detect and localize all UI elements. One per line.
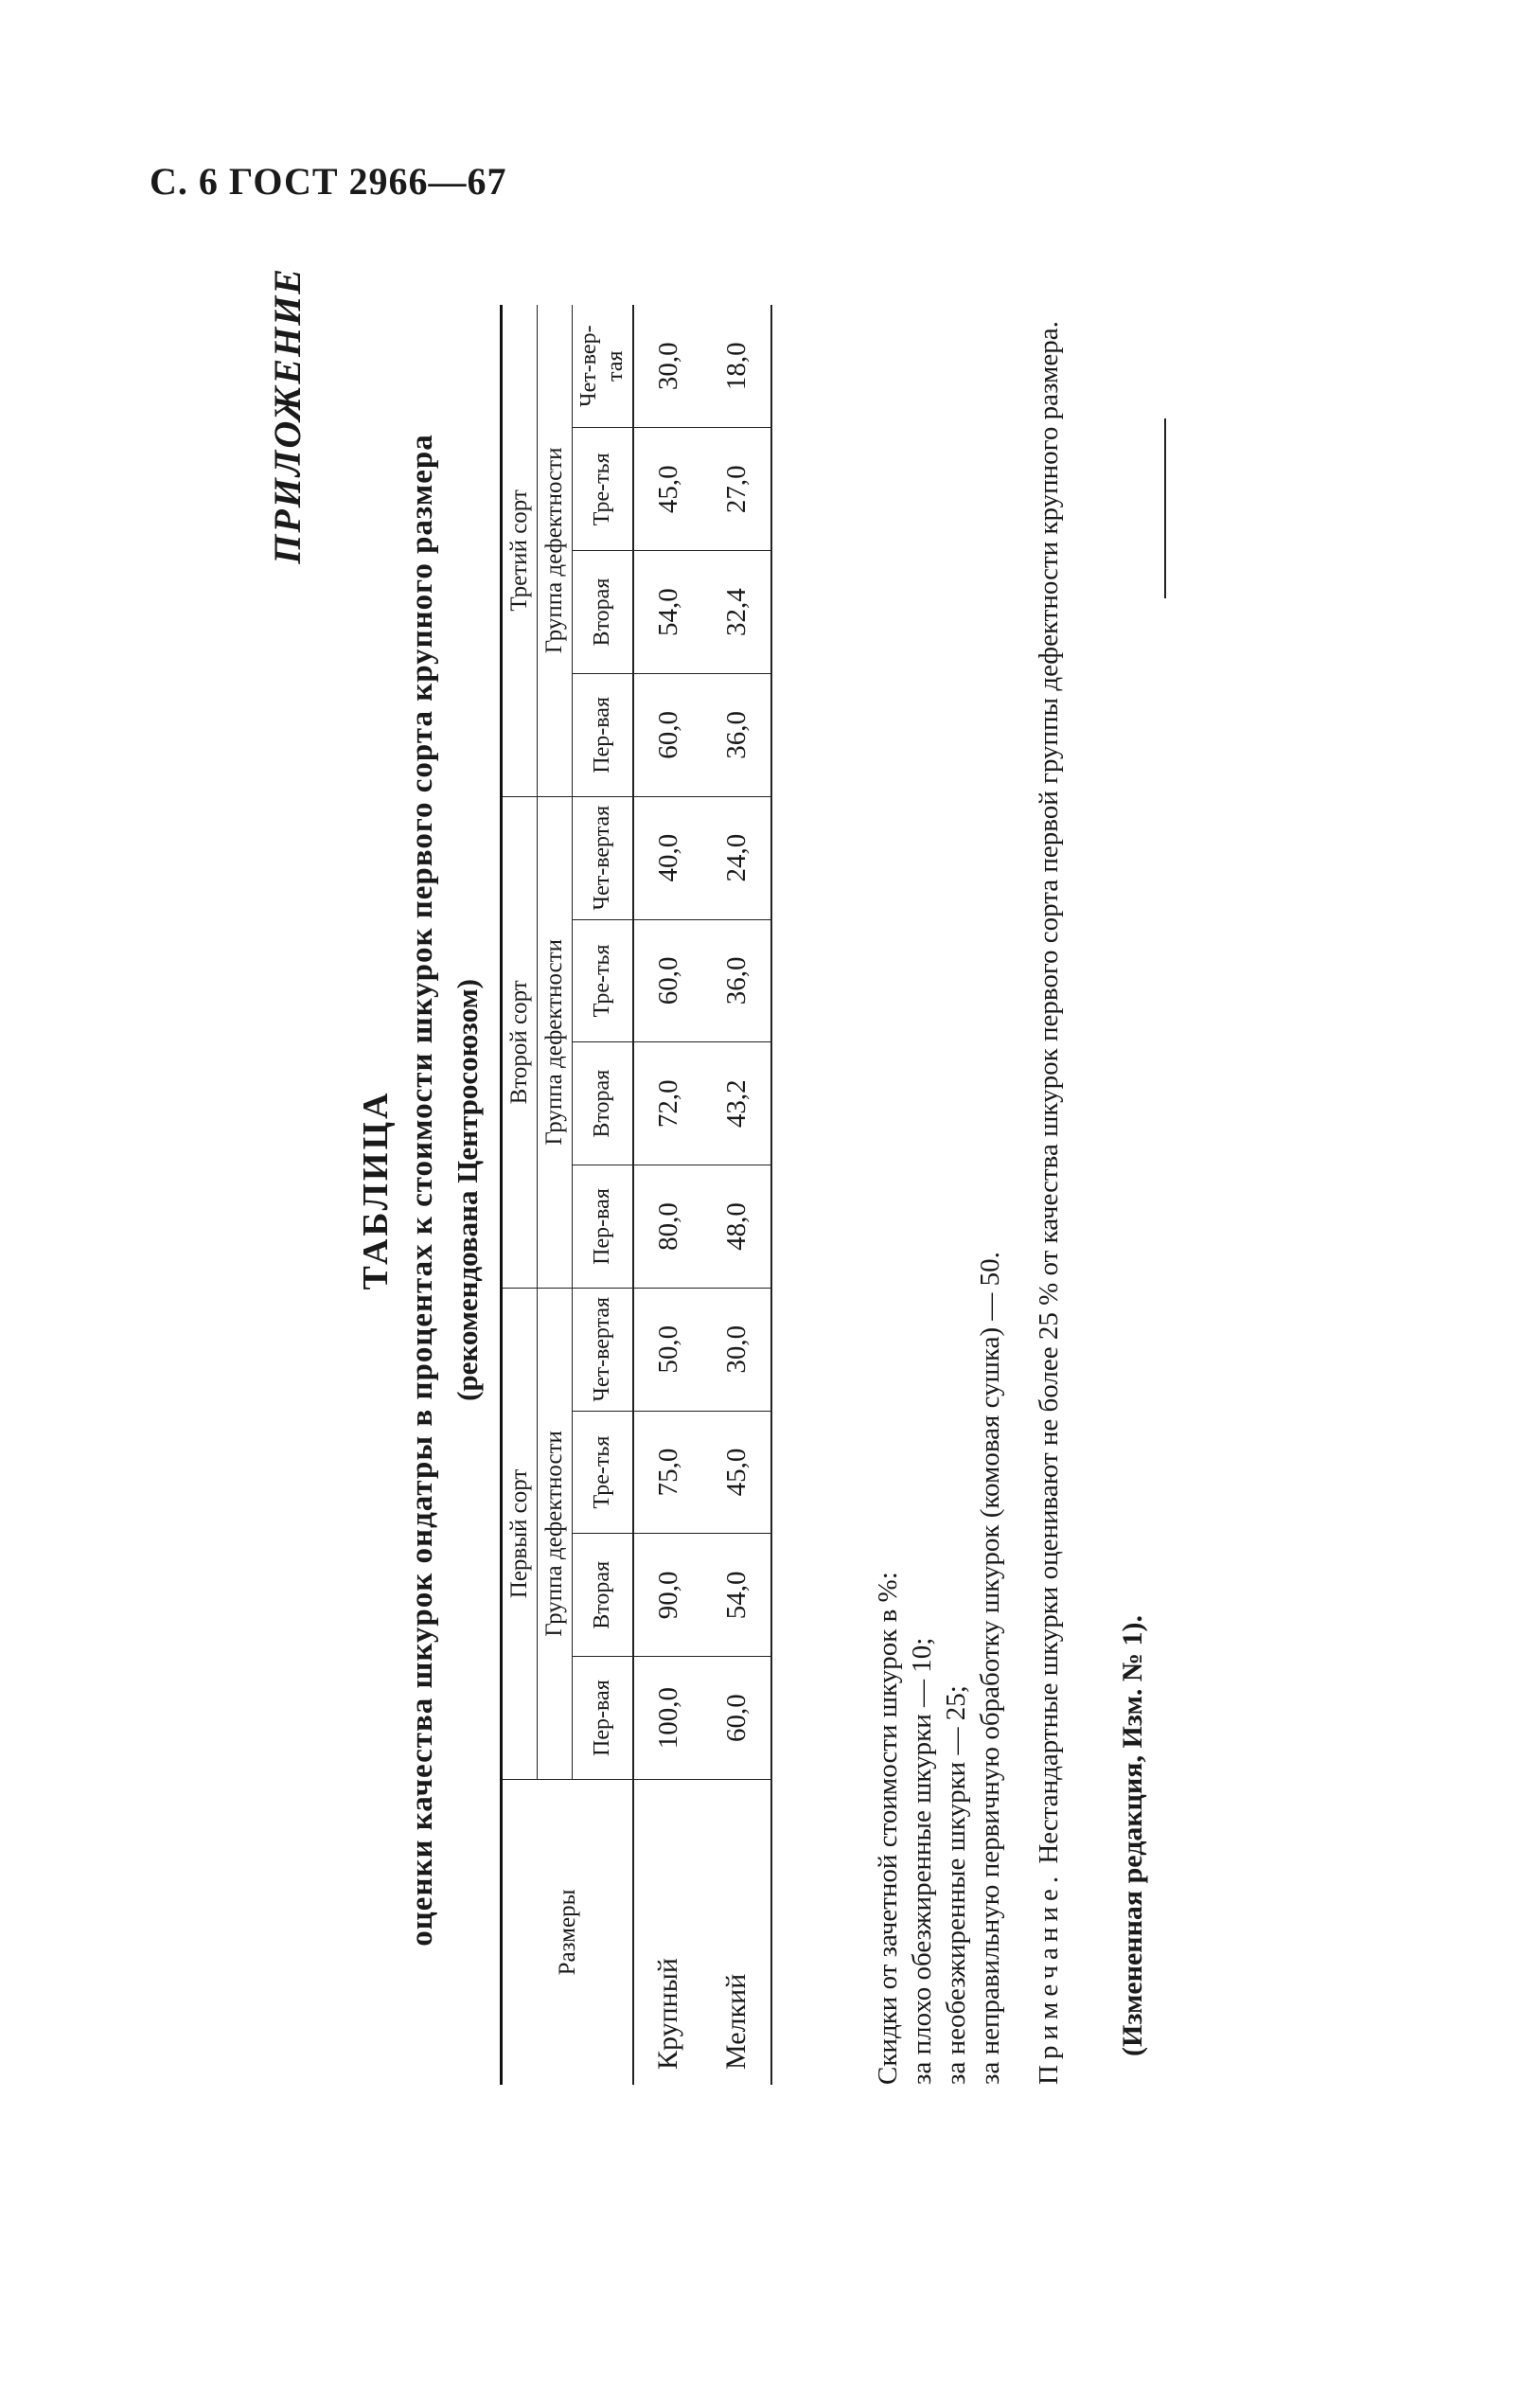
end-rule [1164, 418, 1166, 598]
rotated-content [265, 267, 1212, 2113]
table-cell: 24,0 [702, 796, 771, 919]
table-subtitle: оценки качества шкурок ондатры в процентах к стоимости шкурок первого сорта крупного размера [405, 434, 439, 1947]
group-col: Вторая [573, 551, 634, 674]
row-label: Крупный [633, 1780, 702, 2086]
table-cell: 60,0 [633, 673, 702, 796]
group-col: Пер-вая [573, 1657, 634, 1780]
table-cell: 36,0 [702, 673, 771, 796]
discounts-block [871, 305, 1007, 2085]
group-header: Группа дефектности [538, 305, 573, 796]
grade-header-first: Первый сорт [502, 1288, 538, 1779]
table-cell: 30,0 [702, 1288, 771, 1411]
evaluation-table [500, 305, 772, 2085]
table-cell: 18,0 [702, 305, 771, 428]
group-col: Чет-вер-тая [573, 305, 634, 428]
group-col: Чет-вертая [573, 796, 634, 919]
table-cell: 32,4 [702, 551, 771, 674]
table-cell: 45,0 [633, 428, 702, 551]
note-text: Нестандартные шкурки оценивают не более 25 % от качества шкурок первого сорта первой группы дефектности крупного размера. [1034, 321, 1064, 1864]
table-cell: 48,0 [702, 1165, 771, 1289]
table-subtitle-recommendation: (рекомендована Центросоюзом) [451, 979, 484, 1401]
table-cell: 27,0 [702, 428, 771, 551]
table-cell: 90,0 [633, 1534, 702, 1657]
page-header: С. 6 ГОСТ 2966—67 [150, 160, 507, 203]
group-header: Группа дефектности [538, 1288, 573, 1779]
note-block [1032, 305, 1066, 2085]
table-cell: 72,0 [633, 1042, 702, 1165]
table-cell: 45,0 [702, 1411, 771, 1534]
table-row [702, 305, 771, 2085]
edition-note: (Измененная редакция, Изм. № 1). [1117, 1614, 1148, 2056]
table-cell: 100,0 [633, 1657, 702, 1780]
table-row [633, 305, 702, 2085]
group-col: Вторая [573, 1042, 634, 1165]
group-col: Тре-тья [573, 1411, 634, 1534]
table-cell: 75,0 [633, 1411, 702, 1534]
table-cell: 30,0 [633, 305, 702, 428]
table-title: ТАБЛИЦА [356, 1090, 396, 1290]
table-cell: 50,0 [633, 1288, 702, 1411]
table-cell: 54,0 [633, 551, 702, 674]
table-cell: 80,0 [633, 1165, 702, 1289]
group-col: Тре-тья [573, 919, 634, 1042]
table-cell: 36,0 [702, 919, 771, 1042]
group-col: Вторая [573, 1534, 634, 1657]
table-cell: 40,0 [633, 796, 702, 919]
size-header: Размеры [502, 1780, 634, 2086]
discounts-intro: Скидки от зачетной стоимости шкурок в %: [873, 1572, 903, 2085]
table-cell: 43,2 [702, 1042, 771, 1165]
group-col: Пер-вая [573, 1165, 634, 1289]
discount-item: за неправильную первичную обработку шкурок (комовая сушка) — 50. [975, 1252, 1005, 2085]
discount-item: за необезжиренные шкурки — 25; [941, 1685, 971, 2085]
table-cell: 60,0 [702, 1657, 771, 1780]
table-cell: 60,0 [633, 919, 702, 1042]
note-label: Примечание. [1034, 1870, 1064, 2085]
table-cell: 54,0 [702, 1534, 771, 1657]
row-label: Мелкий [702, 1780, 771, 2086]
discount-item: за плохо обезжиренные шкурки — 10; [907, 1637, 937, 2085]
group-col: Тре-тья [573, 428, 634, 551]
group-header: Группа дефектности [538, 796, 573, 1288]
group-col: Пер-вая [573, 673, 634, 796]
grade-header-third: Третий сорт [502, 305, 538, 796]
appendix-label: ПРИЛОЖЕНИЕ [266, 267, 309, 564]
grade-header-second: Второй сорт [502, 796, 538, 1288]
group-col: Чет-вертая [573, 1288, 634, 1411]
